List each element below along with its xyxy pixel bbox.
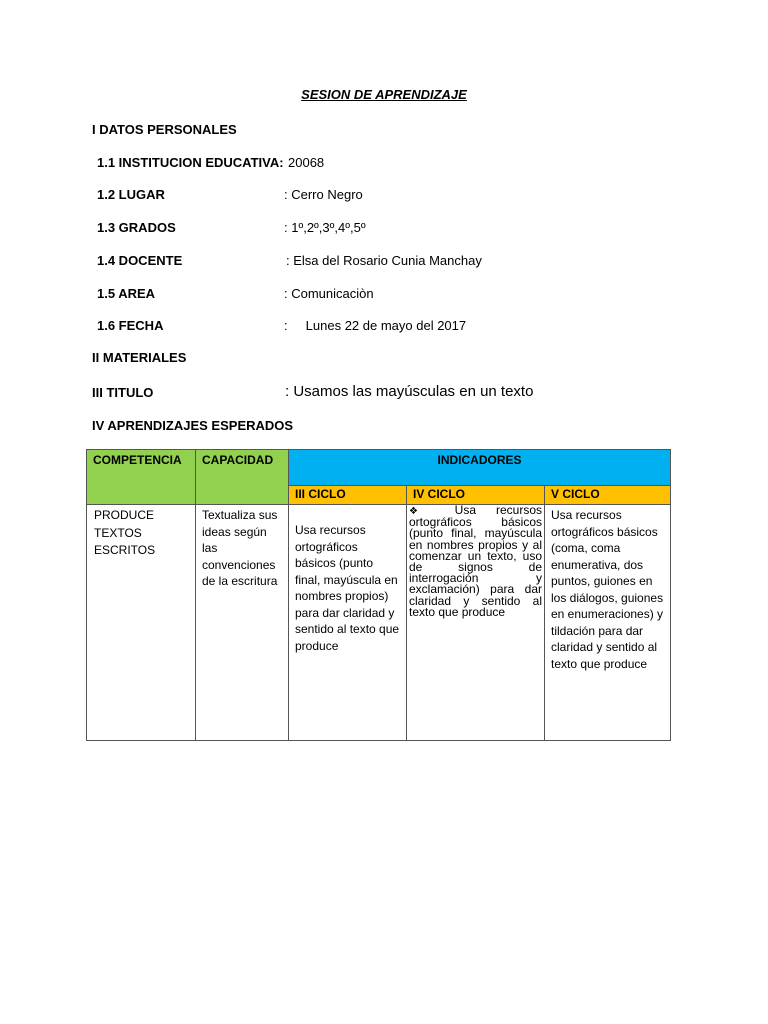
header-indicadores: INDICADORES [289, 450, 671, 486]
cell-competencia [87, 505, 196, 741]
diamond-bullet-icon: ❖ [409, 506, 435, 517]
header-competencia: COMPETENCIA [87, 450, 196, 505]
row-area-label: 1.5 AREA [97, 286, 156, 301]
row-fecha-value: : Lunes 22 de mayo del 2017 [284, 318, 467, 333]
aprendizajes-table [86, 449, 671, 741]
header-capacidad: CAPACIDAD [196, 450, 289, 505]
row-docente-label: 1.4 DOCENTE [97, 253, 183, 268]
header-ciclo-5: V CICLO [545, 486, 671, 505]
row-lugar-value: : Cerro Negro [284, 187, 363, 202]
section-materiales: II MATERIALES [92, 350, 187, 365]
section-titulo-label: III TITULO [92, 385, 154, 400]
cell-capacidad: Textualiza sus ideas según las convenciones de la escritura [196, 505, 289, 741]
row-lugar-label: 1.2 LUGAR [97, 187, 165, 202]
row-docente-value: : Elsa del Rosario Cunia Manchay [286, 253, 482, 268]
section-titulo-value: : Usamos las mayúsculas en un texto [285, 383, 534, 400]
document-title: SESION DE APRENDIZAJE [301, 87, 467, 102]
competencia-line: TEXTOS [94, 525, 142, 540]
row-institucion-value: 20068 [288, 155, 325, 170]
cell-indicador-ciclo-3: Usa recursos ortográficos básicos (punto final, mayúscula en nombres propios) para dar claridad y sentido al texto que produce [289, 505, 407, 741]
section-datos-personales: I DATOS PERSONALES [92, 122, 237, 137]
competencia-line: PRODUCE [94, 508, 155, 522]
row-grados-label: 1.3 GRADOS [97, 220, 176, 235]
section-aprendizajes: IV APRENDIZAJES ESPERADOS [92, 418, 294, 433]
row-grados-value: : 1º,2º,3º,4º,5º [284, 220, 366, 235]
header-ciclo-4: IV CICLO [407, 486, 545, 505]
row-fecha-label: 1.6 FECHA [97, 318, 164, 333]
row-institucion-label: 1.1 INSTITUCION EDUCATIVA: [97, 155, 284, 170]
cell-indicador-ciclo-4 [407, 505, 545, 741]
cell-indicador-ciclo-5: Usa recursos ortográficos básicos (coma, coma enumerativa, dos puntos, guiones en los diálogos, guiones en enumeraciones) y tildación para dar claridad y sentido al texto que produce [545, 505, 671, 741]
indicador-ciclo-4-text: Usa recursos ortográficos básicos (punto final, mayúscula en nombres propios y al comenzar un texto, uso de signos de interrogación y exclamación) para dar claridad y sentido al texto que produce [409, 503, 543, 619]
header-ciclo-3: III CICLO [289, 486, 407, 505]
competencia-line: ESCRITOS [94, 543, 156, 557]
row-area-value: : Comunicaciòn [284, 286, 374, 301]
